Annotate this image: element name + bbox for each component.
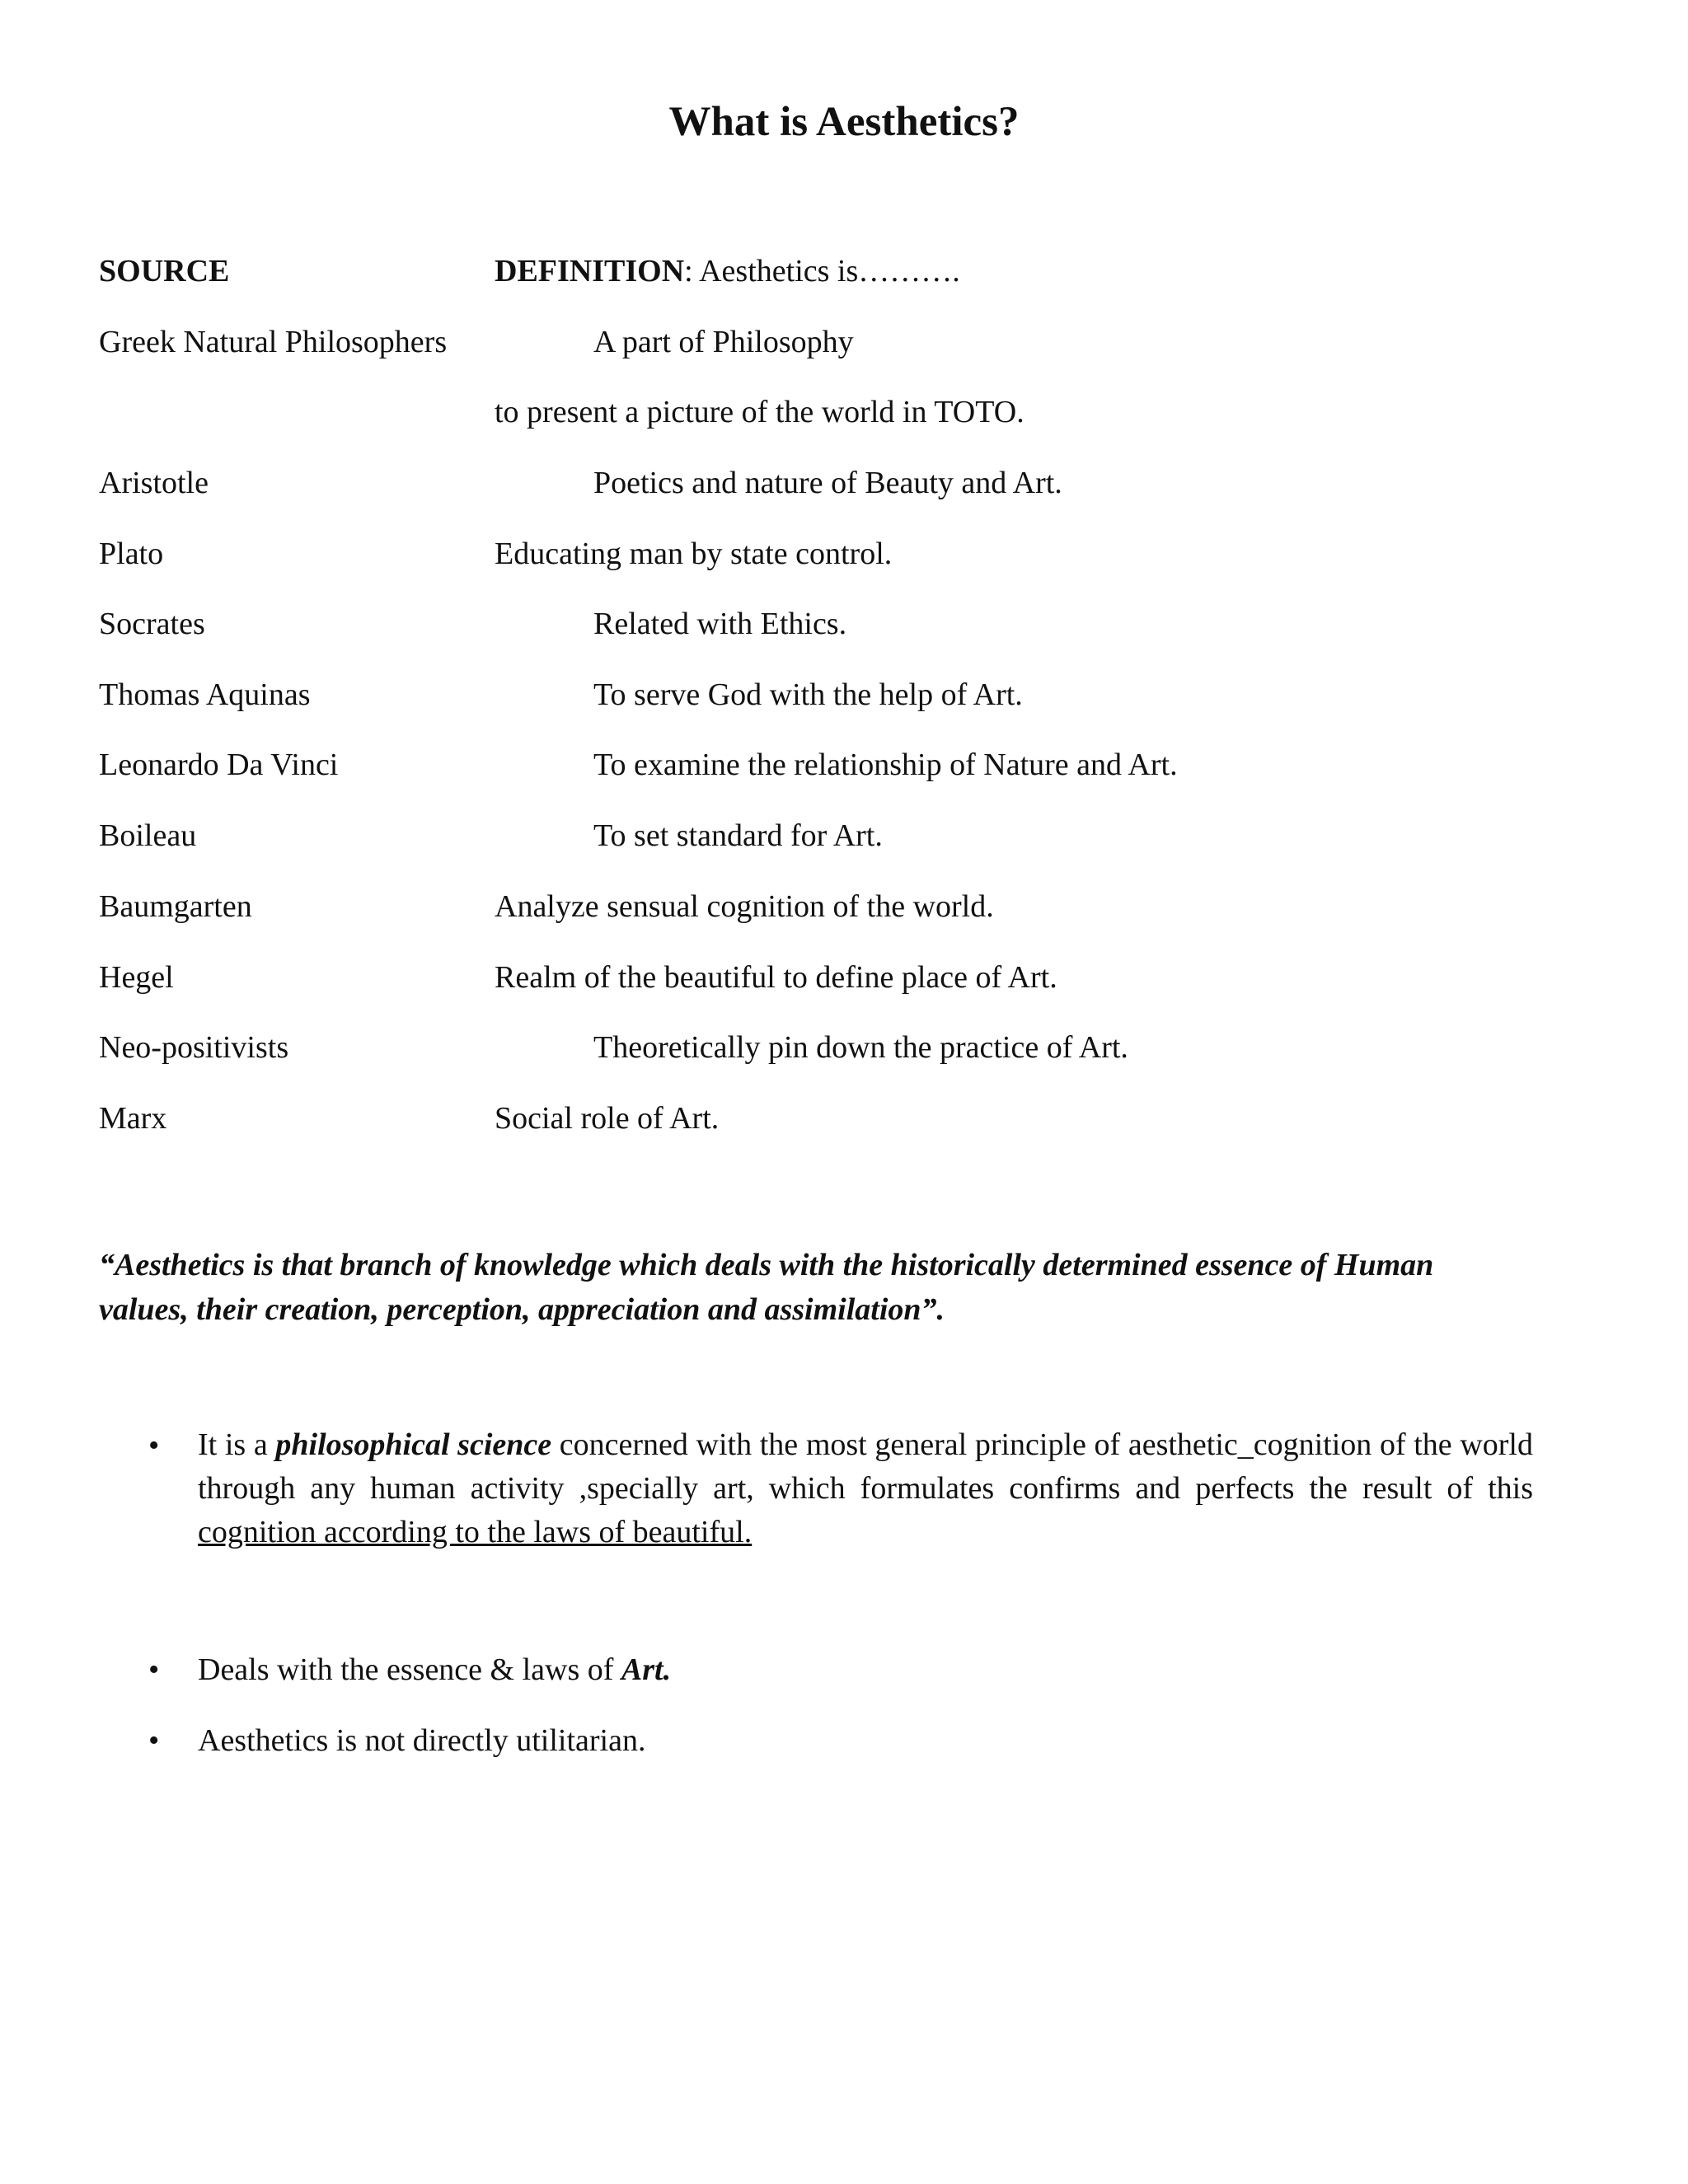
definition-quote: “Aesthetics is that branch of knowledge which deals with the historically determined essence of Human values, their creation, perception, appreciation and assimilation”. — [99, 1248, 1434, 1327]
bullet-text: concerned with the most general principle of aesthetic_cognition of the world through any human activity ,specially art, which formulates confirms and perfects the result of this — [198, 1427, 1533, 1506]
definition-cell: To examine the relationship of Nature and Art. — [593, 748, 1178, 782]
source-cell: Plato — [99, 537, 164, 571]
bullet-marker: • — [148, 1428, 160, 1463]
definition-cell: To serve God with the help of Art. — [593, 677, 1023, 712]
bullet-text: It is a — [198, 1427, 276, 1462]
definition-cell: Analyze sensual cognition of the world. — [495, 889, 994, 924]
bullet-text: Deals with the essence & laws of — [198, 1652, 621, 1687]
emphasis-text: philosophical science — [275, 1427, 552, 1462]
definition-cell: Related with Ethics. — [593, 607, 847, 641]
emphasis-text: Art. — [621, 1652, 672, 1687]
source-cell: Greek Natural Philosophers — [99, 325, 448, 359]
source-column-header: SOURCE — [99, 254, 230, 288]
source-cell: Neo-positivists — [99, 1030, 289, 1065]
bullet-marker: • — [148, 1652, 160, 1687]
source-cell: Boileau — [99, 818, 197, 853]
underlined-text: cognition according to the laws of beautiful. — [198, 1515, 753, 1549]
bullet-item-not-utilitarian: Aesthetics is not directly utilitarian. — [198, 1723, 646, 1758]
definition-cell: to present a picture of the world in TOTO. — [495, 395, 1025, 429]
bullet-item-essence-laws — [198, 1648, 1533, 1692]
definition-column-header — [495, 252, 960, 290]
definition-cell: Poetics and nature of Beauty and Art. — [593, 466, 1062, 500]
definition-cell: Social role of Art. — [495, 1101, 720, 1136]
bullet-item-philosophical-science — [198, 1423, 1533, 1554]
definition-cell: Realm of the beautiful to define place of Art. — [495, 960, 1057, 995]
source-cell: Baumgarten — [99, 889, 252, 924]
source-cell: Leonardo Da Vinci — [99, 748, 339, 782]
definition-cell: Theoretically pin down the practice of Art. — [593, 1030, 1128, 1065]
source-cell: Thomas Aquinas — [99, 677, 311, 712]
bullet-marker: • — [148, 1723, 160, 1758]
definition-suffix: : Aesthetics is………. — [684, 254, 960, 288]
source-cell: Socrates — [99, 607, 205, 641]
source-cell: Marx — [99, 1101, 167, 1136]
source-cell: Aristotle — [99, 466, 209, 500]
definition-cell: Educating man by state control. — [495, 537, 893, 571]
definition-cell: To set standard for Art. — [593, 818, 883, 853]
page-title: What is Aesthetics? — [668, 99, 1020, 145]
definition-label: DEFINITION — [495, 254, 685, 288]
source-cell: Hegel — [99, 960, 174, 995]
definition-cell: A part of Philosophy — [593, 325, 854, 359]
